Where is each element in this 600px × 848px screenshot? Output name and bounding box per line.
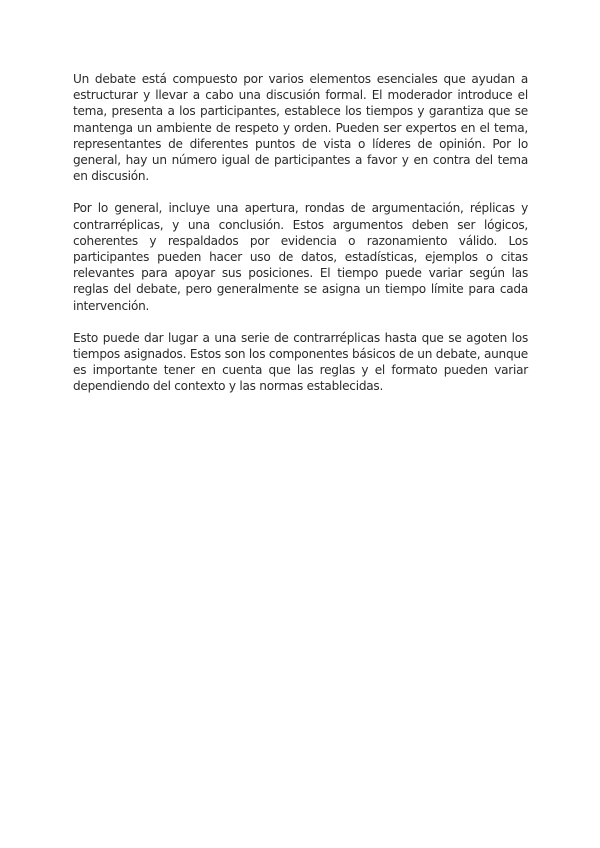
- paragraph-3: Esto puede dar lugar a una serie de contrarréplicas hasta que se agoten los tiempos asignados. Estos son los componentes básicos de un debate, aunque es importante tener en cuenta que las reglas y el formato pueden variar dependiendo del contexto y las normas establecidas.: [73, 330, 528, 394]
- document-body: [73, 71, 528, 411]
- paragraph-1: Un debate está compuesto por varios elementos esenciales que ayudan a estructurar y llevar a cabo una discusión formal. El moderador introduce el tema, presenta a los participantes, establece los tiempos y garantiza que se mantenga un ambiente de respeto y orden. Pueden ser expertos en el tema, representantes de diferentes puntos de vista o líderes de opinión. Por lo general, hay un número igual de participantes a favor y en contra del tema en discusión.: [73, 72, 528, 184]
- paragraph-2: Por lo general, incluye una apertura, rondas de argumentación, réplicas y contrarréplicas, y una conclusión. Estos argumentos deben ser lógicos, coherentes y respaldados por evidencia o razonamiento válido. Los participantes pueden hacer uso de datos, estadísticas, ejemplos o citas relevantes para apoyar sus posiciones. El tiempo puede variar según las reglas del debate, pero generalmente se asigna un tiempo límite para cada intervención.: [73, 201, 528, 313]
